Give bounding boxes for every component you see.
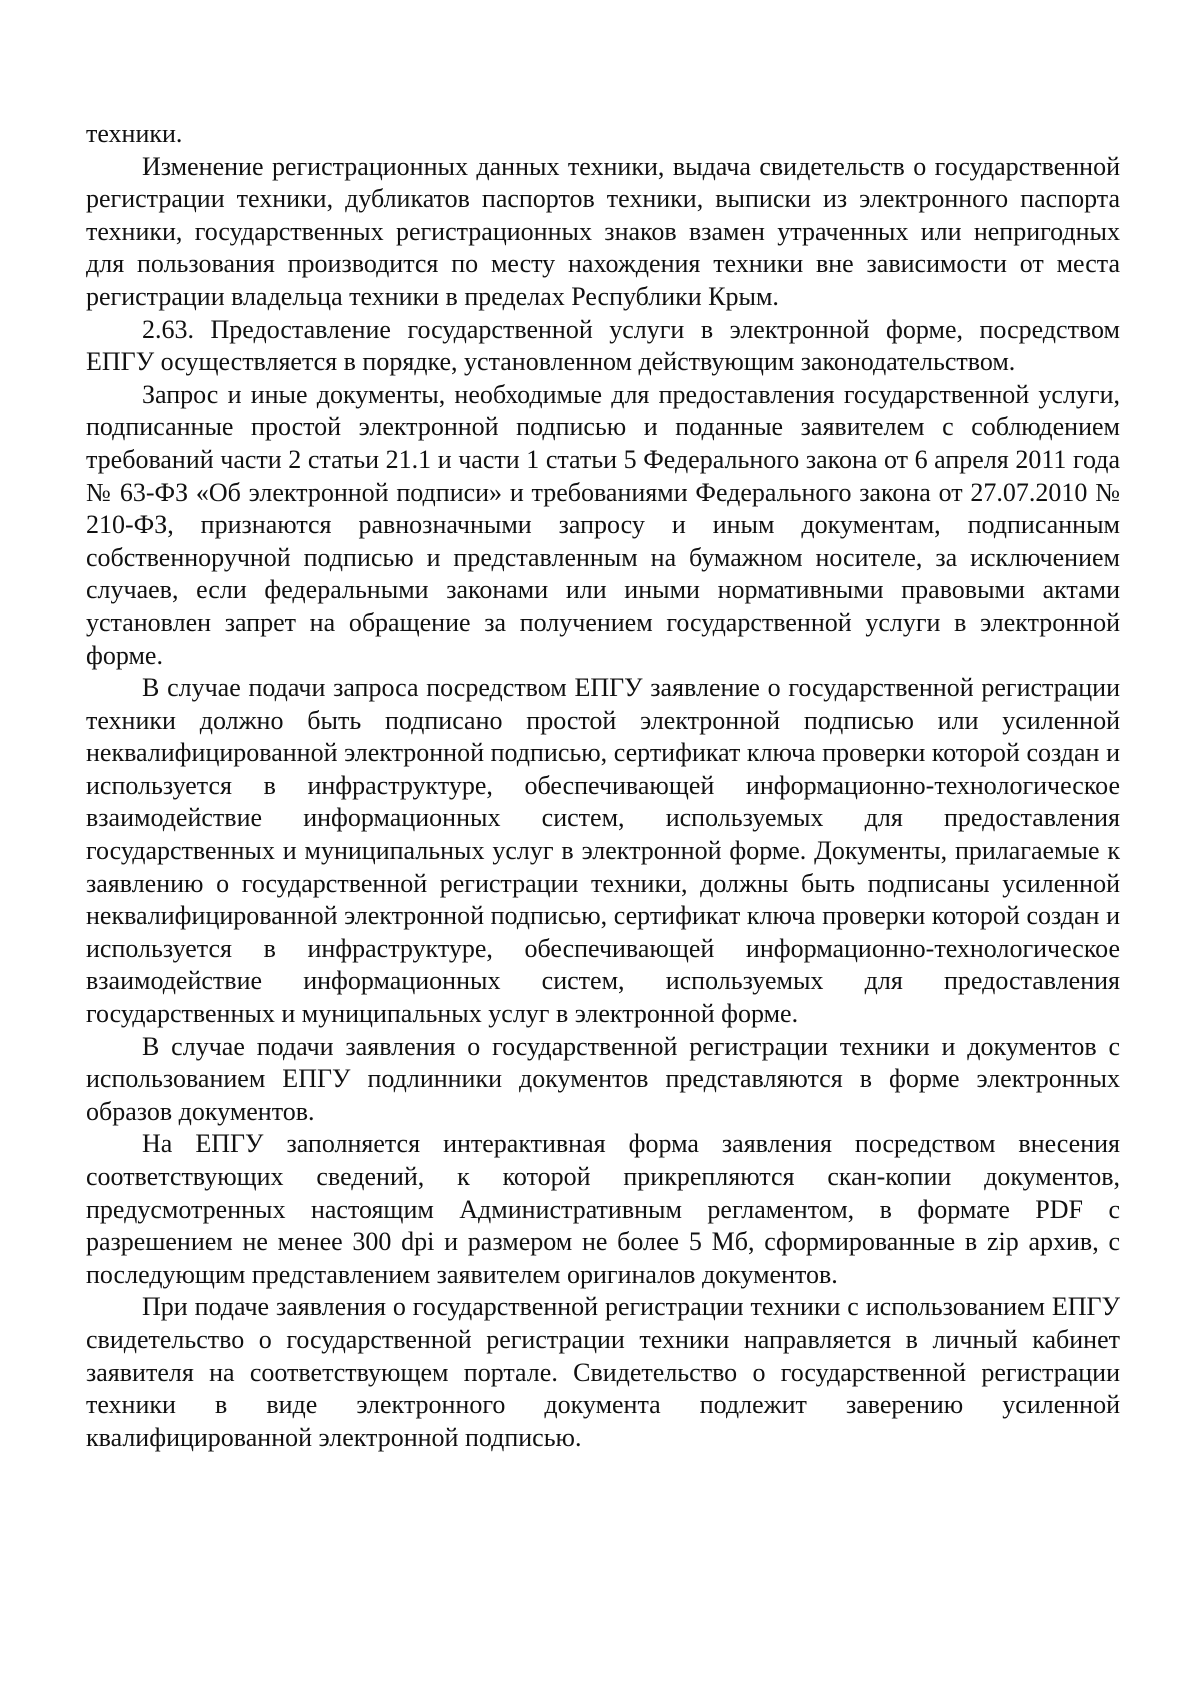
document-page — [86, 118, 1120, 1454]
paragraph-epgu-signature: В случае подачи запроса посредством ЕПГУ заявление о государственной регистрации техники должно быть подписано простой электронной подписью или усиленной неквалифицированной электронной подписью, сертификат ключа проверки которой создан и используется в инфраструктуре, обеспечивающей информационно-технологическое взаимодействие информационных систем, используемых для предоставления государственных и муниципальных услуг в электронной форме. Документы, прилагаемые к заявлению о государственной регистрации техники, должны быть подписаны усиленной неквалифицированной электронной подписью, сертификат ключа проверки которой создан и используется в инфраструктуре, обеспечивающей информационно-технологическое взаимодействие информационных систем, используемых для предоставления государственных и муниципальных услуг в электронной форме. — [86, 673, 1120, 1029]
paragraph-continuation: техники. — [86, 119, 183, 148]
paragraph-request-documents: Запрос и иные документы, необходимые для предоставления государственной услуги, подписанные простой электронной подписью и поданные заявителем с соблюдением требований части 2 статьи 21.1 и части 1 статьи 5 Федерального закона от 6 апреля 2011 года № 63-ФЗ «Об электронной подписи» и требованиями Федерального закона от 27.07.2010 № 210-ФЗ, признаются равнозначными запросу и иным документам, подписанным собственноручной подписью и представленным на бумажном носителе, за исключением случаев, если федеральными законами или иными нормативными правовыми актами установлен запрет на обращение за получением государственной услуги в электронной форме. — [86, 379, 1120, 670]
paragraph-electronic-images: В случае подачи заявления о государственной регистрации техники и документов с использованием ЕПГУ подлинники документов представляются в форме электронных образов документов. — [86, 1031, 1120, 1126]
paragraph-interactive-form: На ЕПГУ заполняется интерактивная форма заявления посредством внесения соответствующих сведений, к которой прикрепляются скан-копии документов, предусмотренных настоящим Административным регламентом, в формате PDF с разрешением не менее 300 dpi и размером не более 5 Мб, сформированные в zip архив, с последующим представлением заявителем оригиналов документов. — [86, 1129, 1120, 1289]
paragraph-registration-changes: Изменение регистрационных данных техники, выдача свидетельств о государственной регистрации техники, дубликатов паспортов техники, выписки из электронного паспорта техники, государственных регистрационных знаков взамен утраченных или непригодных для пользования производится по месту нахождения техники вне зависимости от места регистрации владельца техники в пределах Республики Крым. — [86, 151, 1120, 311]
paragraph-2-63: 2.63. Предоставление государственной услуги в электронной форме, посредством ЕПГУ осуществляется в порядке, установленном действующим законодательством. — [86, 314, 1120, 377]
paragraph-certificate-delivery: При подаче заявления о государственной регистрации техники с использованием ЕПГУ свидетельство о государственной регистрации техники направляется в личный кабинет заявителя на соответствующем портале. Свидетельство о государственной регистрации техники в виде электронного документа подлежит заверению усиленной квалифицированной электронной подписью. — [86, 1292, 1120, 1452]
